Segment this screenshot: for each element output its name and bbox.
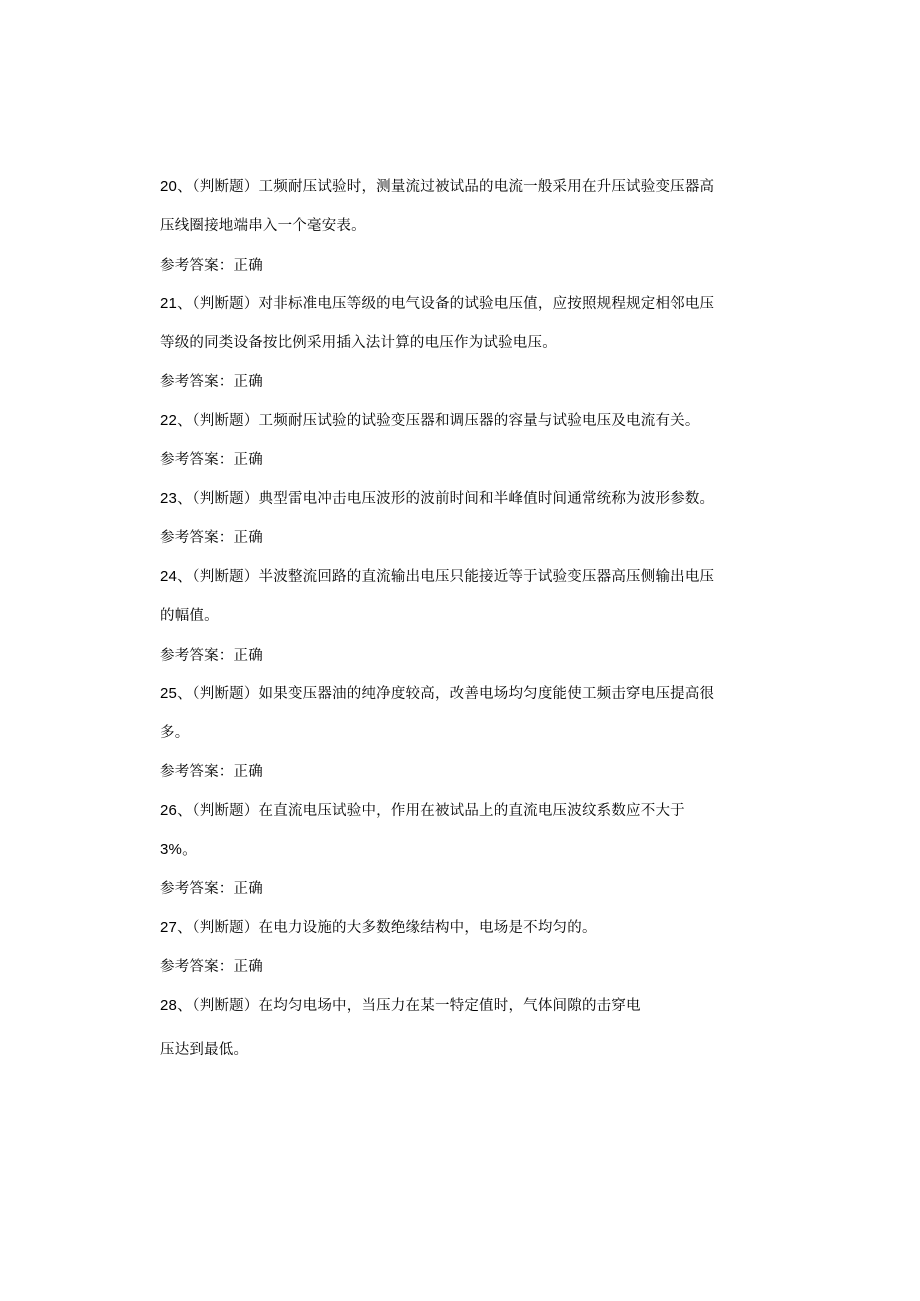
question-28-line-1 bbox=[160, 996, 641, 1016]
question-25-text-1: （判断题）如果变压器油的纯净度较高，改善电场均匀度能使工频击穿电压提高很 bbox=[192, 686, 715, 702]
question-28-text-1: （判断题）在均匀电场中，当压力在某一特定值时，气体间隙的击穿电 bbox=[192, 998, 641, 1014]
question-26-line-1 bbox=[160, 801, 685, 821]
question-21-line-1 bbox=[160, 294, 714, 314]
question-22-text-1: （判断题）工频耐压试验的试验变压器和调压器的容量与试验电压及电流有关。 bbox=[192, 413, 700, 429]
question-25-number: 25、 bbox=[160, 685, 193, 702]
question-26-number: 26、 bbox=[160, 802, 193, 819]
question-27-text-1: （判断题）在电力设施的大多数绝缘结构中，电场是不均匀的。 bbox=[192, 920, 597, 936]
question-25-line-1 bbox=[160, 684, 714, 704]
question-23-number: 23、 bbox=[160, 490, 193, 507]
question-24-number: 24、 bbox=[160, 568, 193, 585]
question-20-line-1 bbox=[160, 177, 714, 197]
question-25-answer: 参考答案：正确 bbox=[160, 764, 263, 780]
question-27-line-1 bbox=[160, 918, 597, 938]
question-21-answer: 参考答案：正确 bbox=[160, 374, 263, 390]
question-23-answer: 参考答案：正确 bbox=[160, 530, 263, 546]
question-26-text-2: 3%。 bbox=[160, 841, 198, 858]
question-21-text-1: （判断题）对非标准电压等级的电气设备的试验电压值，应按照规程规定相邻电压 bbox=[192, 296, 715, 312]
question-21-text-2: 等级的同类设备按比例采用插入法计算的电压作为试验电压。 bbox=[160, 335, 557, 351]
question-20-text-1: （判断题）工频耐压试验时，测量流过被试品的电流一般采用在升压试验变压器高 bbox=[192, 179, 715, 195]
question-24-text-2: 的幅值。 bbox=[160, 608, 219, 624]
question-27-number: 27、 bbox=[160, 919, 193, 936]
question-28-number: 28、 bbox=[160, 997, 193, 1014]
question-24-line-1 bbox=[160, 567, 714, 587]
question-21-number: 21、 bbox=[160, 295, 193, 312]
question-27-answer: 参考答案：正确 bbox=[160, 959, 263, 975]
question-25-text-2: 多。 bbox=[160, 725, 190, 741]
question-26-text-1: （判断题）在直流电压试验中，作用在被试品上的直流电压波纹系数应不大于 bbox=[192, 803, 685, 819]
question-22-answer: 参考答案：正确 bbox=[160, 452, 263, 468]
question-28-text-2: 压达到最低。 bbox=[160, 1042, 249, 1058]
question-26-answer: 参考答案：正确 bbox=[160, 881, 263, 897]
question-20-text-2: 压线圈接地端串入一个毫安表。 bbox=[160, 218, 366, 234]
question-24-text-1: （判断题）半波整流回路的直流输出电压只能接近等于试验变压器高压侧输出电压 bbox=[192, 569, 715, 585]
question-20-answer: 参考答案：正确 bbox=[160, 258, 263, 274]
question-23-line-1 bbox=[160, 489, 714, 509]
question-23-text-1: （判断题）典型雷电冲击电压波形的波前时间和半峰值时间通常统称为波形参数。 bbox=[192, 491, 715, 507]
question-22-number: 22、 bbox=[160, 412, 193, 429]
question-24-answer: 参考答案：正确 bbox=[160, 648, 263, 664]
question-22-line-1 bbox=[160, 411, 700, 431]
question-20-number: 20、 bbox=[160, 178, 193, 195]
